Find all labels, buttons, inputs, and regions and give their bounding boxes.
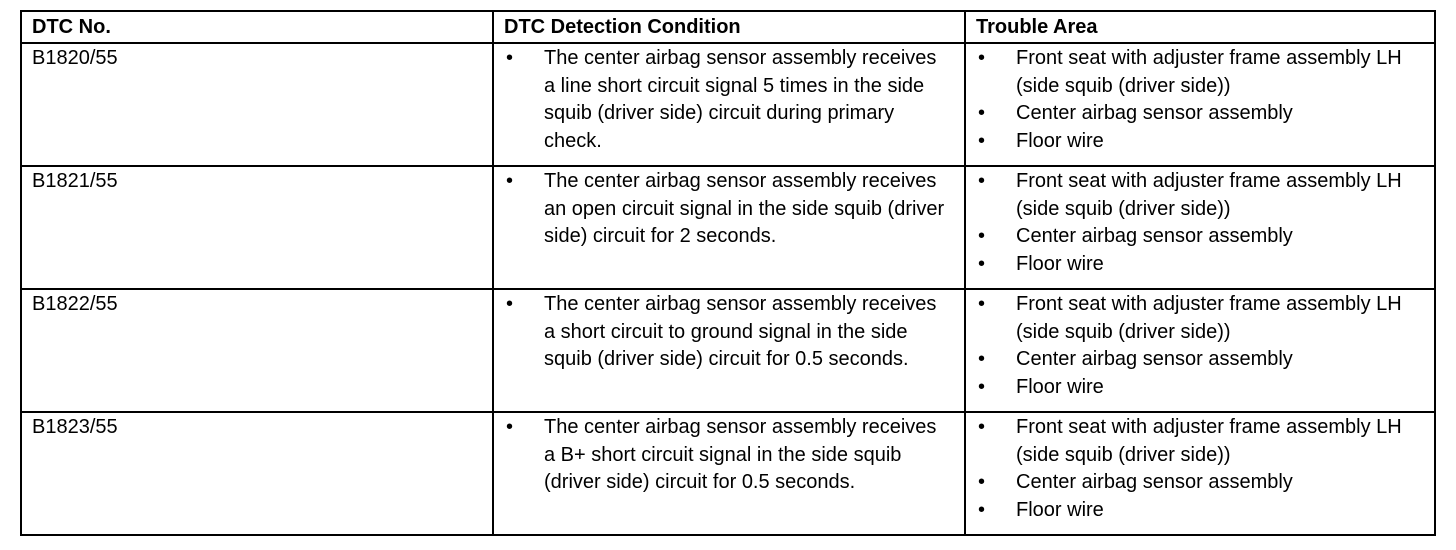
bullet-icon: • [506,293,514,315]
bullet-icon: • [506,170,514,192]
condition-item [494,45,964,155]
bullet-icon: • [978,252,986,275]
trouble-area-item [966,346,1434,374]
bullet-icon: • [978,47,986,69]
trouble-area-text: Front seat with adjuster frame assembly LH (side squib (driver side)) [1016,170,1402,220]
bullet-icon: • [978,348,986,370]
trouble-area-cell [965,289,1435,412]
trouble-area-cell [965,166,1435,289]
trouble-area-item [966,374,1434,402]
trouble-area-text: Floor wire [1016,129,1104,152]
trouble-area-item [966,251,1434,279]
bullet-icon: • [978,170,986,192]
bullet-icon: • [506,47,514,69]
dtc-table [20,10,1436,536]
condition-item [494,168,964,251]
bullet-icon: • [978,498,986,521]
trouble-area-text: Center airbag sensor assembly [1016,471,1293,493]
trouble-area-text: Floor wire [1016,252,1104,275]
trouble-area-text: Floor wire [1016,375,1104,398]
condition-item [494,414,964,497]
trouble-area-cell [965,412,1435,535]
bullet-icon: • [978,102,986,124]
dtc-code: B1821/55 [21,166,493,289]
detection-condition-cell [493,289,965,412]
condition-text: The center airbag sensor assembly receives a B+ short circuit signal in the side squib (driver side) circuit for 0.5 seconds. [544,416,937,493]
table-row [21,43,1435,166]
trouble-area-text: Front seat with adjuster frame assembly LH (side squib (driver side)) [1016,293,1402,343]
bullet-icon: • [978,416,986,438]
detection-condition-cell [493,43,965,166]
trouble-area-text: Floor wire [1016,498,1104,521]
header-trouble-area: Trouble Area [965,11,1435,43]
dtc-code: B1820/55 [21,43,493,166]
trouble-area-item [966,291,1434,346]
trouble-area-item [966,100,1434,128]
trouble-area-item [966,168,1434,223]
bullet-icon: • [506,416,514,438]
bullet-icon: • [978,375,986,398]
trouble-area-text: Center airbag sensor assembly [1016,225,1293,247]
trouble-area-item [966,128,1434,156]
trouble-area-item [966,469,1434,497]
trouble-area-item [966,45,1434,100]
table-row [21,289,1435,412]
trouble-area-item [966,414,1434,469]
dtc-code: B1822/55 [21,289,493,412]
dtc-code: B1823/55 [21,412,493,535]
bullet-icon: • [978,471,986,493]
trouble-area-text: Center airbag sensor assembly [1016,102,1293,124]
table-row [21,166,1435,289]
trouble-area-item [966,223,1434,251]
condition-text: The center airbag sensor assembly receives a short circuit to ground signal in the side squib (driver side) circuit for 0.5 seconds. [544,293,937,370]
trouble-area-text: Front seat with adjuster frame assembly LH (side squib (driver side)) [1016,416,1402,466]
detection-condition-cell [493,166,965,289]
detection-condition-cell [493,412,965,535]
bullet-icon: • [978,293,986,315]
condition-text: The center airbag sensor assembly receives an open circuit signal in the side squib (driver side) circuit for 2 seconds. [544,170,945,247]
bullet-icon: • [978,129,986,152]
table-row [21,412,1435,535]
trouble-area-item [966,497,1434,525]
condition-text: The center airbag sensor assembly receives a line short circuit signal 5 times in the side squib (driver side) circuit during primary check. [544,47,937,152]
table-header-row [21,11,1435,43]
bullet-icon: • [978,225,986,247]
trouble-area-cell [965,43,1435,166]
header-detection-condition: DTC Detection Condition [493,11,965,43]
trouble-area-text: Center airbag sensor assembly [1016,348,1293,370]
trouble-area-text: Front seat with adjuster frame assembly LH (side squib (driver side)) [1016,47,1402,97]
header-dtc-no: DTC No. [21,11,493,43]
condition-item [494,291,964,374]
